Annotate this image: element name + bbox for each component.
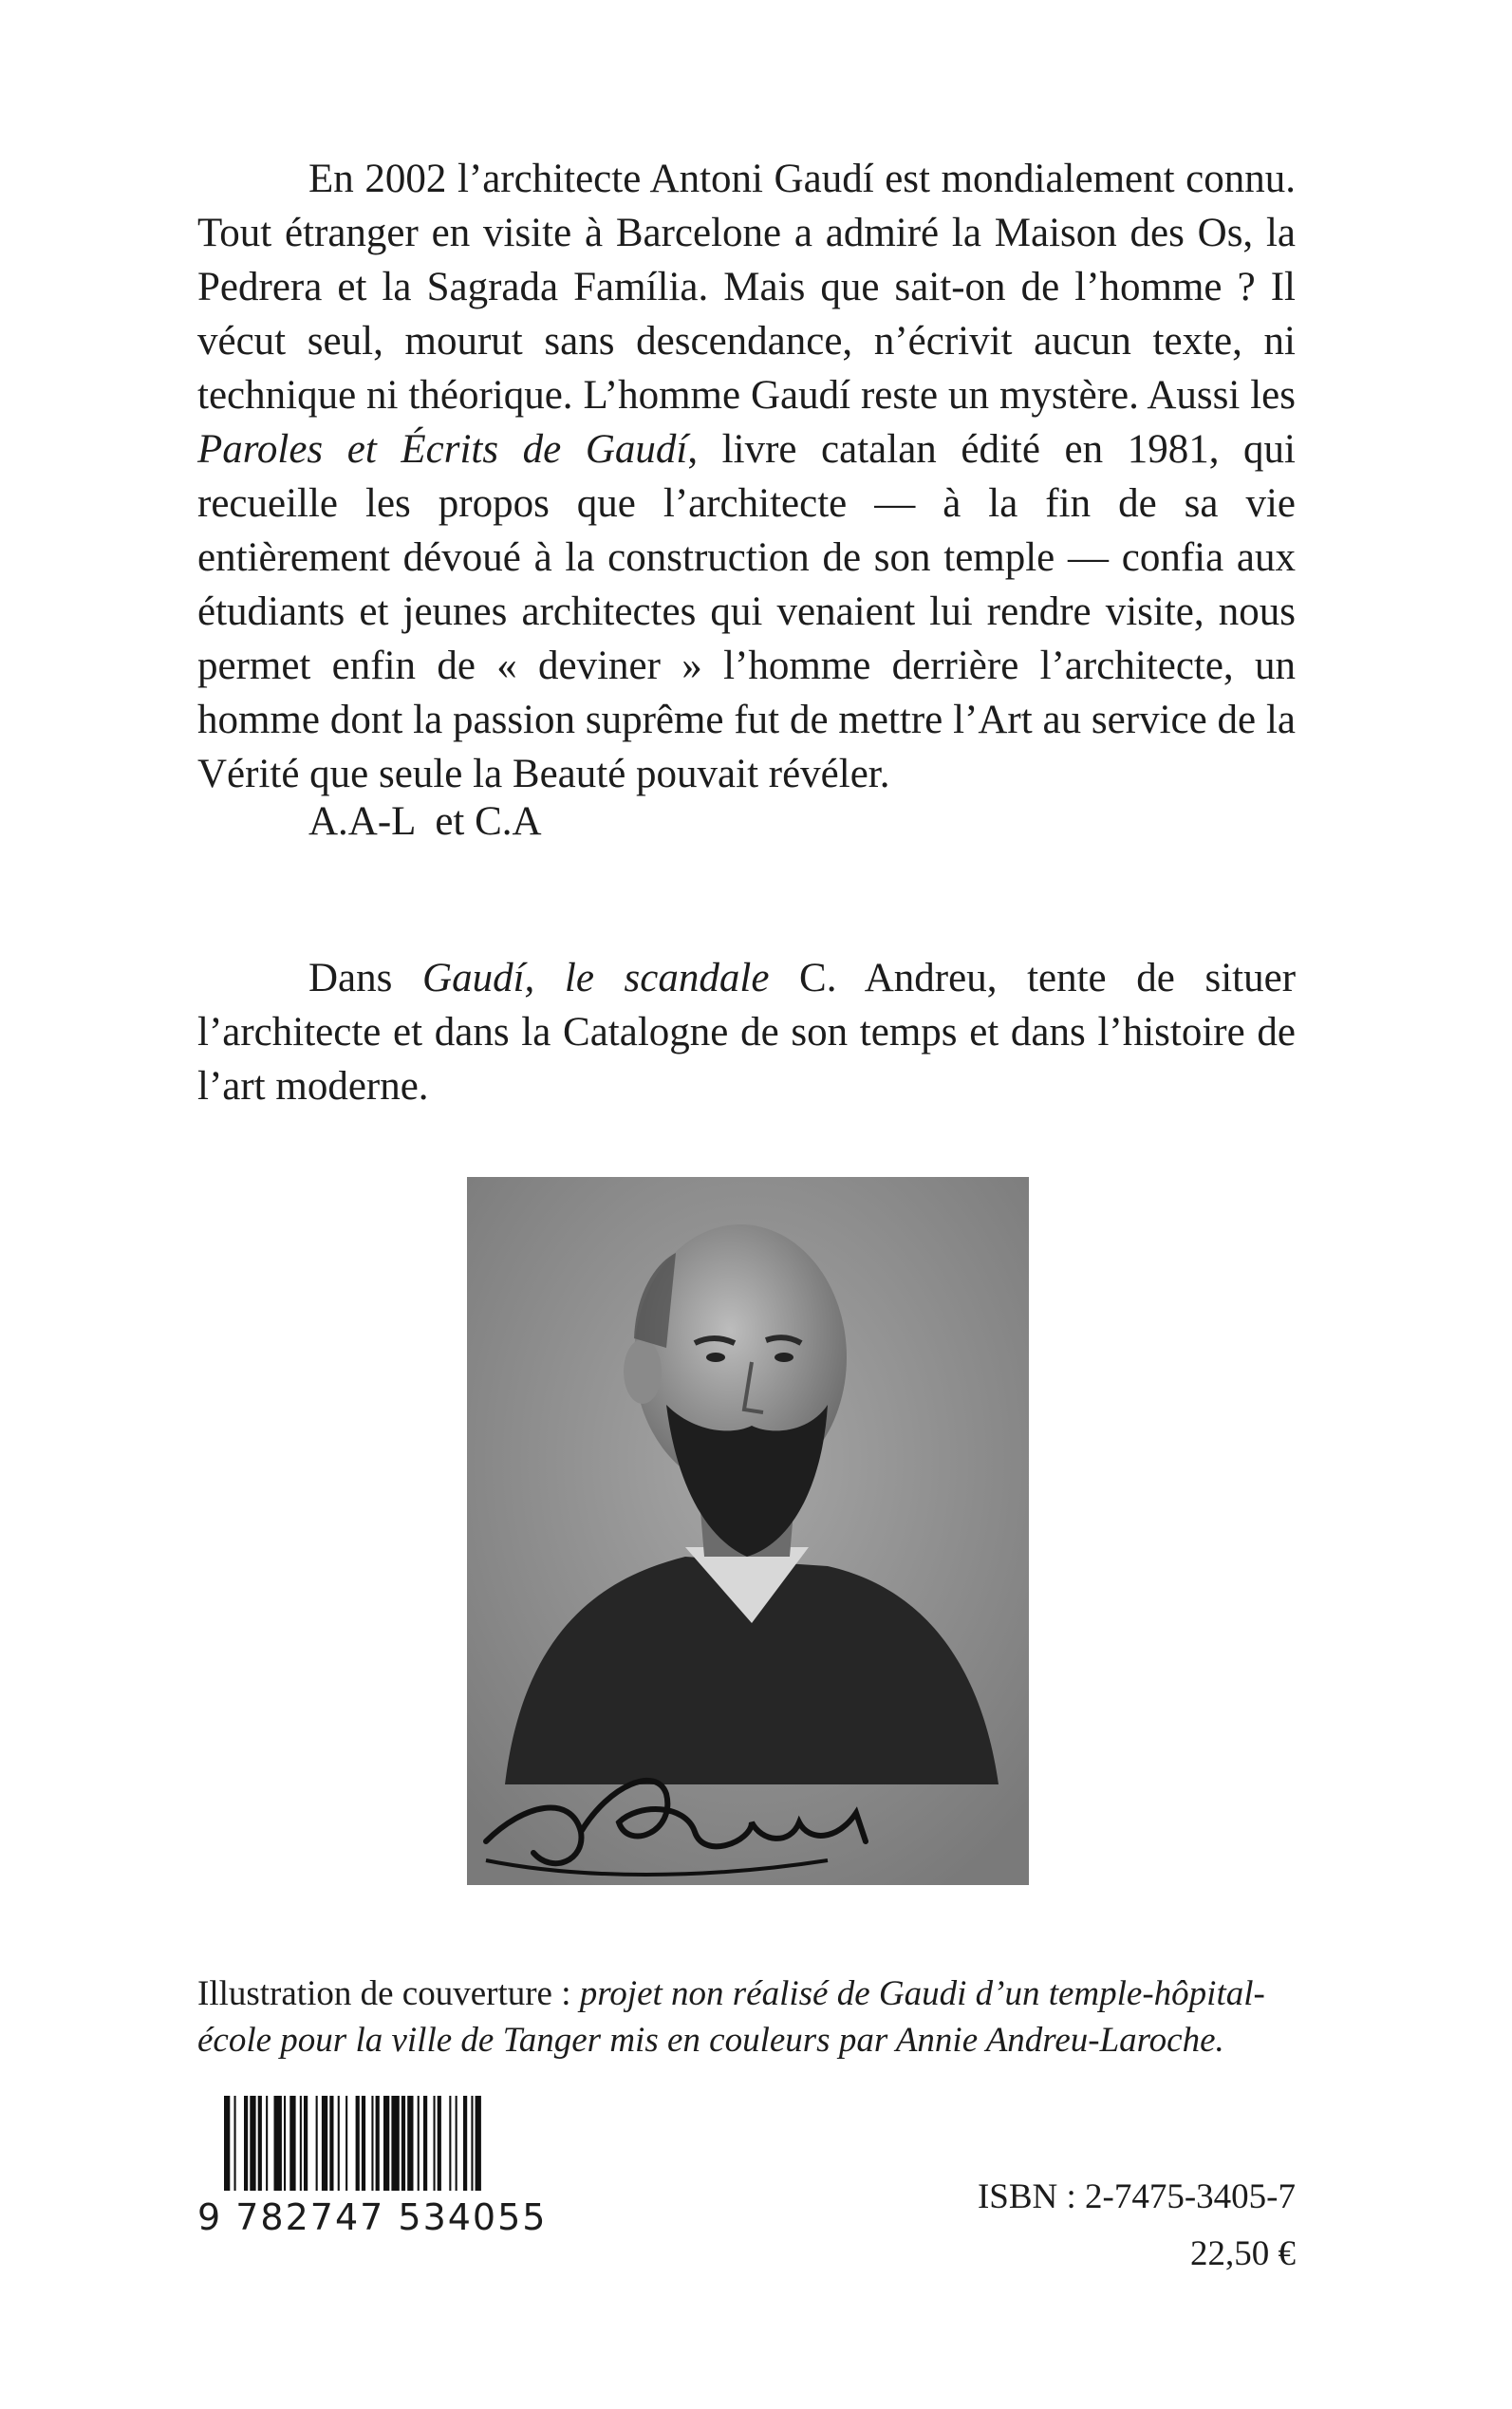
caption-label: Illustration de couverture : bbox=[197, 1974, 580, 2013]
gaudi-portrait-photo bbox=[467, 1177, 1029, 1885]
blurb-paragraph-2 bbox=[197, 951, 1296, 1113]
barcode-digits: 9 782747 534055 bbox=[197, 2191, 625, 2244]
authors-initials: A.A-L et C.A bbox=[308, 799, 542, 844]
book-title-scandale: Gaudí, le scandale bbox=[422, 956, 770, 1000]
caption-text: projet non réalisé de Gaudi d’un temple-hôpital-école pour la ville de Tanger mis en couleurs par Annie Andreu-Laroche. bbox=[197, 1974, 1265, 2060]
blurb-p1-text-a: En 2002 l’architecte Antoni Gaudí est mondialement connu. Tout étranger en visite à Barcelone a admiré la Maison des Os, la Pedrera et la Sagrada Família. Mais que sait-on de l’homme ? Il vécut seul, mourut sans descendance, n’écrivit aucun texte, ni technique ni théorique. L’homme Gaudí reste un mystère. Aussi les bbox=[197, 157, 1296, 418]
price: 22,50 € bbox=[1190, 2234, 1296, 2273]
portrait-illustration bbox=[467, 1177, 1029, 1885]
blurb-paragraph-1 bbox=[197, 152, 1296, 801]
cover-illustration-caption bbox=[197, 1970, 1296, 2064]
book-title-paroles: Paroles et Écrits de Gaudí bbox=[197, 427, 688, 472]
isbn: ISBN : 2-7475-3405-7 bbox=[977, 2177, 1296, 2216]
blurb-p2-text-a: Dans bbox=[308, 956, 423, 1000]
blurb-p2-text-b: C. Andreu, tente de situer l’architecte et dans la Catalogne de son temps et dans l’histoire de l’art moderne. bbox=[197, 956, 1297, 1109]
blurb-p1-text-b: , livre catalan édité en 1981, qui recueille les propos que l’architecte — à la fin de sa vie entièrement dévoué à la construction de son temple — confia aux étudiants et jeunes architectes qui venaient lui rendre visite, nous permet enfin de « deviner » l’homme derrière l’architecte, un homme dont la passion suprême fut de mettre l’Art au service de la Vérité que seule la Beauté pouvait révéler. bbox=[197, 427, 1296, 796]
